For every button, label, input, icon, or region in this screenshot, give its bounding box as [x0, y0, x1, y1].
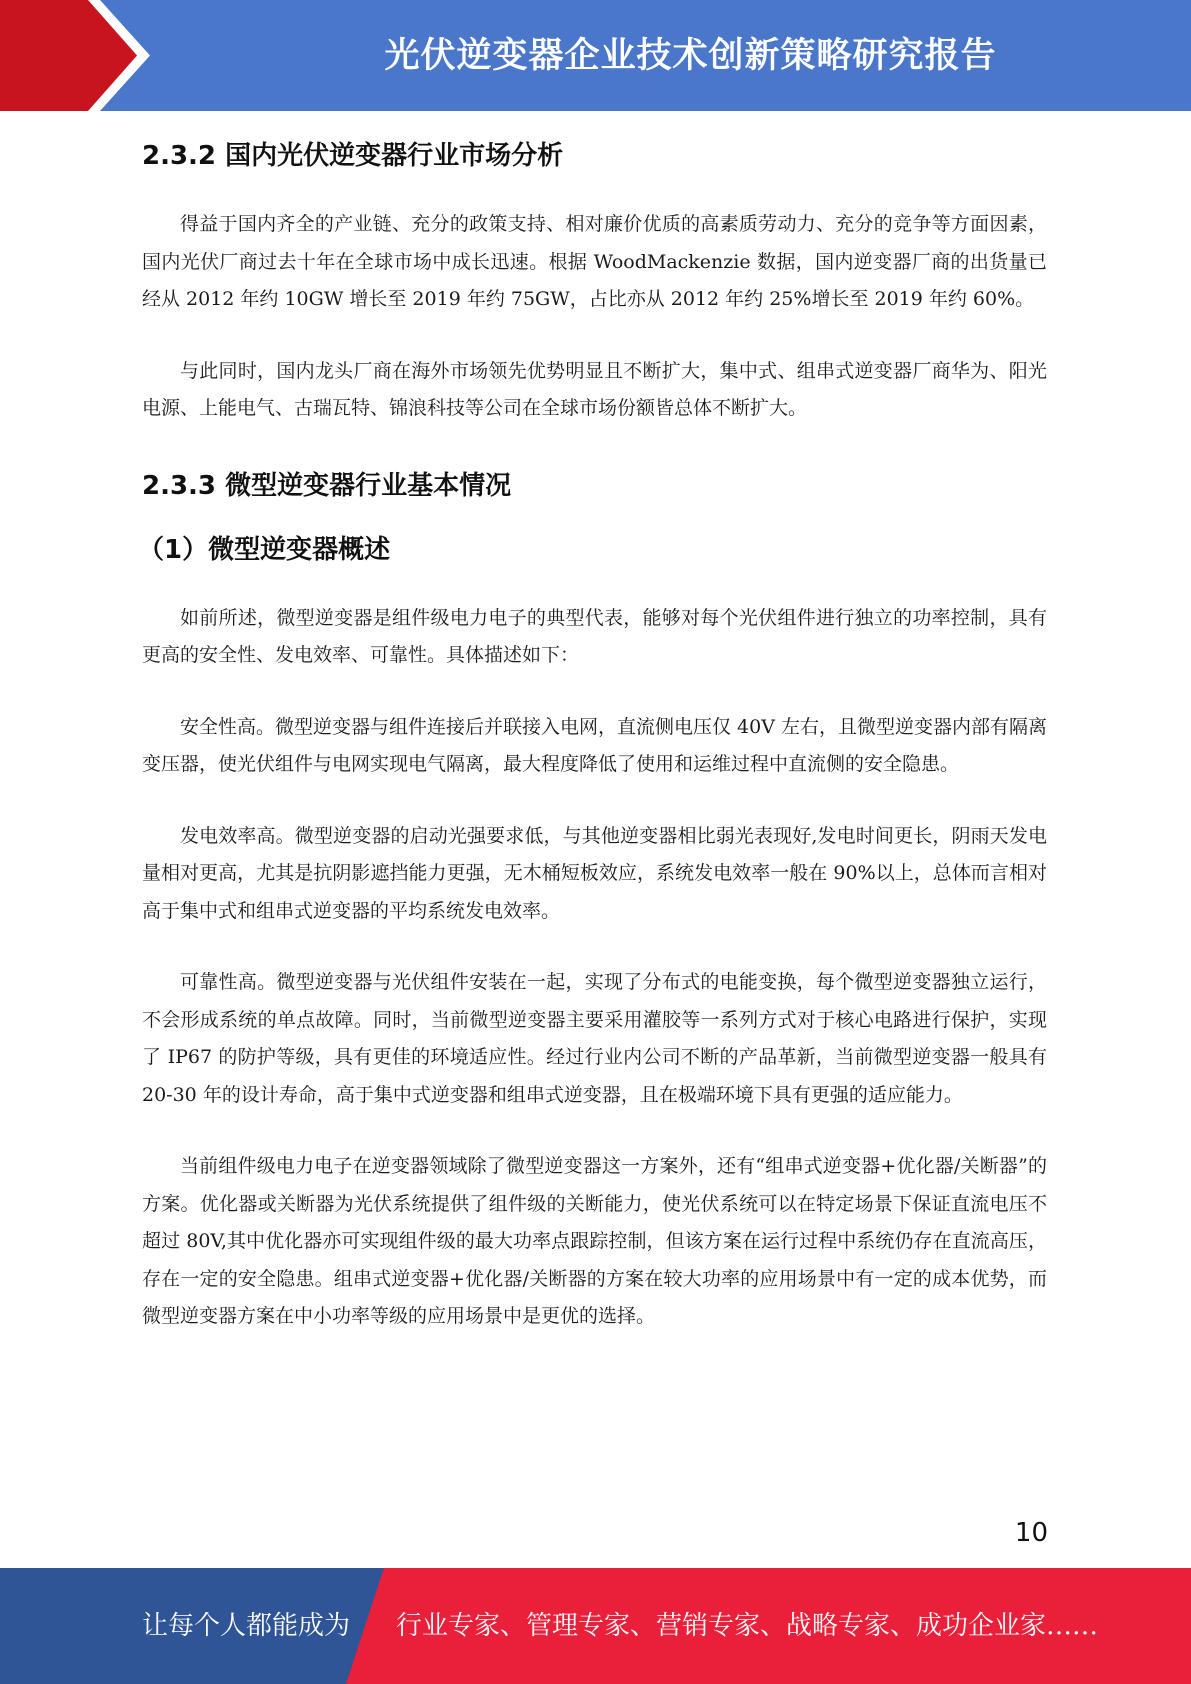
paragraph: 可靠性高。微型逆变器与光伏组件安装在一起，实现了分布式的电能变换，每个微型逆变器独立运行，不会形成系统的单点故障。同时，当前微型逆变器主要采用灌胶等一系列方式对于核心电路进行保护，实现了 IP67 的防护等级，具有更佳的环境适应性。经过行业内公司不断的产品革新，当前微型逆变器一般具有 20-30 年的设计寿命，高于集中式逆变器和组串式逆变器，且在极端环境下具有更强的适应能力。 [142, 971, 1047, 1106]
subsection-heading-1: （1）微型逆变器概述 [138, 534, 391, 565]
paragraph: 得益于国内齐全的产业链、充分的政策支持、相对廉价优质的高素质劳动力、充分的竞争等方面因素，国内光伏厂商过去十年在全球市场中成长迅速。根据 WoodMackenzie 数据，国内逆变器厂商的出货量已经从 2012 年约 10GW 增长至 2019 年约 75GW，占比亦从 2012 年约 25%增长至 2019 年约 60%。 [142, 213, 1047, 310]
paragraph: 发电效率高。微型逆变器的启动光强要求低，与其他逆变器相比弱光表现好,发电时间更长，阴雨天发电量相对更高，尤其是抗阴影遮挡能力更强，无木桶短板效应，系统发电效率一般在 90%以上，总体而言相对高于集中式和组串式逆变器的平均系统发电效率。 [142, 824, 1047, 922]
page-number: 10 [1014, 1518, 1048, 1548]
paragraph: 如前所述，微型逆变器是组件级电力电子的典型代表，能够对每个光伏组件进行独立的功率控制，具有更高的安全性、发电效率、可靠性。具体描述如下： [142, 606, 1047, 666]
header-banner [0, 0, 1191, 111]
section-heading-2-3-3: 2.3.3 微型逆变器行业基本情况 [142, 470, 512, 501]
section-heading-2-3-2: 2.3.2 国内光伏逆变器行业市场分析 [142, 141, 564, 171]
paragraph: 安全性高。微型逆变器与组件连接后并联接入电网，直流侧电压仅 40V 左右，且微型逆变器内部有隔离变压器，使光伏组件与电网实现电气隔离，最大程度降低了使用和运维过程中直流侧的安全隐患。 [142, 715, 1047, 775]
paragraph: 与此同时，国内龙头厂商在海外市场领先优势明显且不断扩大，集中式、组串式逆变器厂商华为、阳光电源、上能电气、古瑞瓦特、锦浪科技等公司在全球市场份额皆总体不断扩大。 [142, 359, 1047, 419]
footer-banner [0, 1568, 1191, 1684]
paragraph: 当前组件级电力电子在逆变器领域除了微型逆变器这一方案外，还有“组串式逆变器+优化器/关断器”的方案。优化器或关断器为光伏系统提供了组件级的关断能力，使光伏系统可以在特定场景下保证直流电压不超过 80V,其中优化器亦可实现组件级的最大功率点跟踪控制，但该方案在运行过程中系统仍存在直流高压，存在一定的安全隐患。组串式逆变器+优化器/关断器的方案在较大功率的应用场景中有一定的成本优势，而微型逆变器方案在中小功率等级的应用场景中是更优的选择。 [142, 1155, 1047, 1327]
header-title: 光伏逆变器企业技术创新策略研究报告 [384, 36, 997, 76]
footer-slogan-right: 行业专家、管理专家、营销专家、战略专家、成功企业家…… [396, 1611, 1099, 1641]
footer-slogan-left: 让每个人都能成为 [142, 1611, 351, 1641]
document-body [138, 122, 1047, 1336]
